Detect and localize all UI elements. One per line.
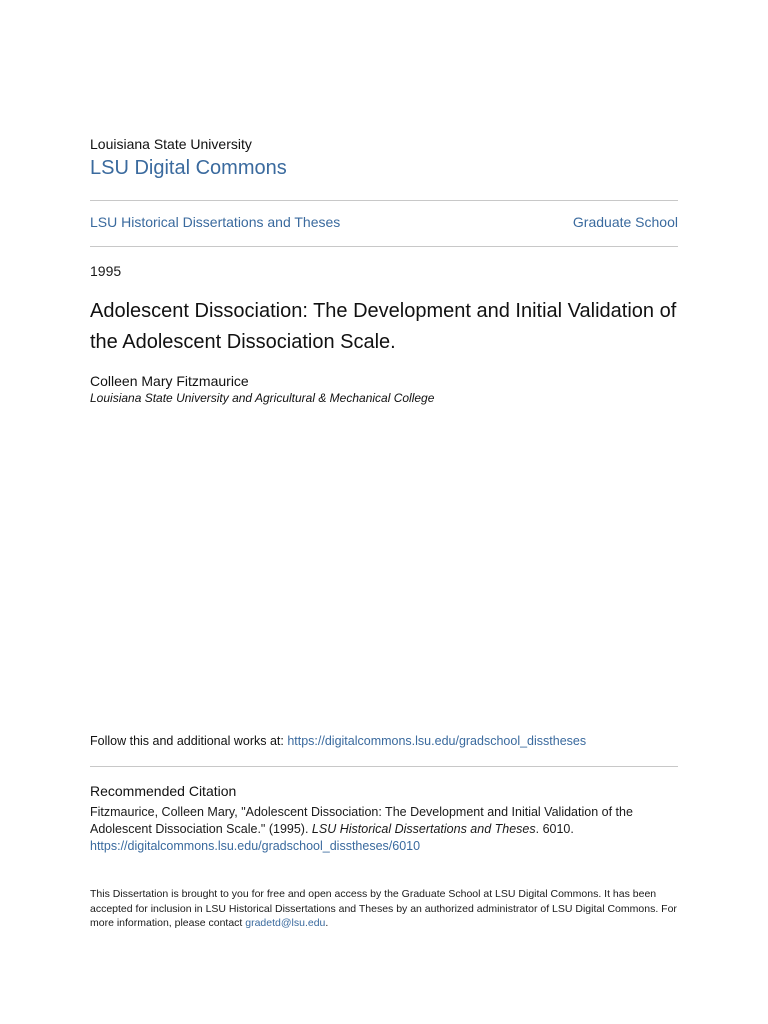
- publication-year: 1995: [90, 263, 122, 279]
- graduate-school-link[interactable]: Graduate School: [572, 214, 678, 230]
- citation-main: Fitzmaurice, Colleen Mary, "Adolescent Dissociation: The Development and Initial Validation of the Adolescent Dissociation Scale." (1995).: [90, 805, 633, 836]
- institution-name: Louisiana State University: [90, 136, 252, 152]
- cover-page: [90, 0, 678, 1024]
- repository-link[interactable]: LSU Digital Commons: [90, 157, 287, 179]
- collection-link[interactable]: LSU Historical Dissertations and Theses: [90, 214, 341, 230]
- follow-label: Follow this and additional works at:: [90, 734, 288, 748]
- notice-end: .: [325, 917, 329, 929]
- access-notice: [90, 887, 678, 931]
- citation-series: LSU Historical Dissertations and Theses: [311, 822, 536, 836]
- divider-bottom: [90, 766, 678, 767]
- citation-text: [90, 804, 678, 855]
- contact-email-link[interactable]: gradetd@lsu.edu: [245, 917, 326, 929]
- citation-url-link[interactable]: https://digitalcommons.lsu.edu/gradschool_disstheses/6010: [90, 839, 421, 853]
- author-name: Colleen Mary Fitzmaurice: [90, 373, 249, 389]
- document-title: Adolescent Dissociation: The Development and Initial Validation of the Adolescent Dissociation Scale.: [90, 300, 677, 353]
- citation-heading: Recommended Citation: [90, 783, 237, 799]
- author-affiliation: Louisiana State University and Agricultural & Mechanical College: [90, 391, 435, 405]
- follow-url-link[interactable]: https://digitalcommons.lsu.edu/gradschool_disstheses: [287, 734, 587, 748]
- follow-line: [90, 734, 586, 748]
- citation-number: . 6010.: [535, 822, 574, 836]
- collection-bar: [90, 214, 678, 230]
- divider-middle: [90, 246, 678, 247]
- divider-top: [90, 200, 678, 201]
- notice-text: This Dissertation is brought to you for free and open access by the Graduate School at LSU Digital Commons. It has been accepted for inclusion in LSU Historical Dissertations and Theses by an authorized administrator of LSU Digital Commons. For more information, please contact: [90, 888, 677, 929]
